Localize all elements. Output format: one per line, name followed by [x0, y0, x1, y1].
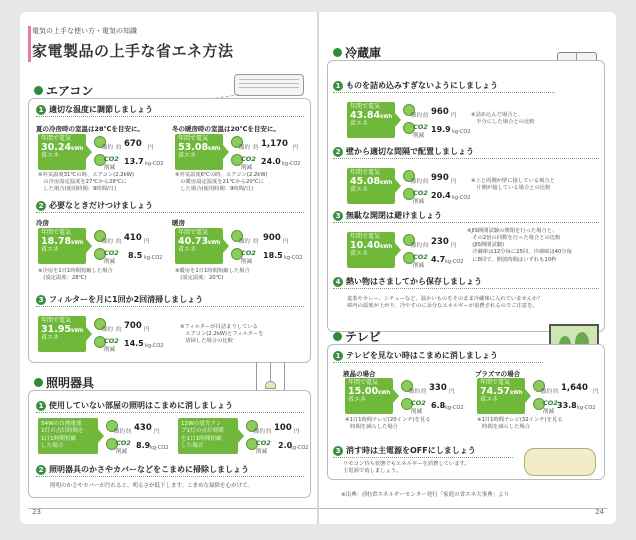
fridge-tip3-kwh: 年間で電気 10.40kWh 省エネ — [347, 232, 395, 268]
fridge-tip4-desc: 麦茶やカレー、シチューなど、温かいものをそのまま冷蔵庫に入れていませんか？ 庫内の温度が上がり、冷やすのに余分なエネルギーが消費されるのでご注意を。 — [347, 296, 543, 310]
page-subtitle: 電気の上手な使い方・電気の知識 — [32, 27, 137, 35]
aircon-tip2-heat-kwh: 年間で電気 40.73kWh 省エネ — [175, 228, 223, 264]
lighting-fluorescent-desc: 12Wの蛍光ラン プ1灯の点灯時間 を1日1時間短縮 した場合 — [178, 418, 238, 454]
fridge-tip1-title: 1 ものを詰め込みすぎないようにしましょう — [333, 80, 498, 91]
tv-tip2-desc: リモコン待ち状態でもエネルギーを消費しています。 主電源で消しましょう。 — [343, 461, 470, 475]
aircon-cool-note: ※外気温度31℃の時、エアコン(2.2kW) の冷房設定温度を27℃から28℃に した場合(使用時間：9時間/日) — [38, 172, 134, 193]
tv-plasma-label: プラズマの場合 — [475, 370, 521, 378]
aircon-heat-note: ※外気温度6℃の時、エアコン(2.2kW) の暖房設定温度を21℃から20℃に した場合(使用時間：9時間/日) — [175, 172, 268, 193]
aircon-illustration — [234, 74, 304, 96]
aircon-tip3-title: 3 フィルターを月に1回か2回清掃しましょう — [36, 294, 203, 305]
aircon-heat-co2: 24.0 — [261, 157, 281, 166]
right-page: 冷蔵庫 1 ものを詰め込みすぎないようにしましょう 年間で電気 43.84kWh 省エネ 節約 約 960 円 CO2 削減 19.9 kg-CO2 ※詰め込んだ場合と、 半分にした場合との比較 2 壁から適切な間隔で配置しましょう 年間で電気 45.08kWh 省エネ 節約 約 990 円 CO2 削減 20.4 kg-CO2 ※上と両側が壁に接している場合と 片側が接している場合との比較 3 無駄な開閉は避けましょう 年間で電気 10.40kWh 省エネ 節約 約 230 円 CO2 削減 4.7 kg-CO2 ※JIS開閉試験の開閉を行った場合と、 その2倍の回数を行った場合との比較 (JIS開閉試験) 冷蔵庫は12分毎に25回、冷凍庫は40分毎 に8回で、開放時間はいずれも10秒 4 熱い物はさましてから保存しましょう 麦茶やカレー、シチューなど、温かいものをそのまま冷蔵庫に入れていませんか？ 庫内の温度が上がり、冷やすのに余分なエネルギーが消費されるのでご注意を。 テレビ 1 テレビを見ない時はこまめに消しましょう 液晶の場合 年間で電気 15.00kWh 省エネ 節約 約 330 円 CO2 削減 6.8 kg-CO2 ※1日1時間テレビ(20インチ)を見る 時間を減らした場合 プラズマの場合 年間で電気 74.57kWh 省エネ 節約 約 1,640 円 CO2 削減 33.8 kg-CO2 ※1日1時間テレビ(32インチ)を見る 時間を減らした場合 3 消す時は主電源をOFFにしましょう リモコン待ち状態でもエネルギーを消費しています。 主電源で消しましょう。 ※出典：(財)省エネルギーセンター発行「家庭の省エネ大事典」より 24 — [319, 12, 616, 524]
tv-plasma-kwh: 年間で電気 74.57kWh 省エネ — [477, 378, 525, 414]
aircon-cool-yen: 670 — [124, 139, 142, 149]
fridge-tip2-title: 2 壁から適切な間隔で配置しましょう — [333, 146, 474, 157]
aircon-heat-kwh: 年間で電気 53.08kWh 省エネ — [175, 134, 223, 170]
tv-tip2-title: 3 消す時は主電源をOFFにしましょう — [333, 445, 476, 456]
aircon-tip3-kwh: 年間で電気 31.95kWh 省エネ — [38, 316, 86, 352]
source-note: ※出典：(財)省エネルギーセンター発行「家庭の省エネ大事典」より — [341, 492, 510, 498]
aircon-heat-label: 冬の暖房時の室温は20℃を目安に。 — [172, 125, 280, 133]
aircon-cool-co2: 13.7 — [124, 157, 144, 166]
lighting-incandescent-desc: 54Wの白熱電球 1灯の点灯時間を 1日1時間短縮 した場合 — [38, 418, 98, 454]
fridge-heading: 冷蔵庫 — [333, 44, 381, 61]
lighting-tip2-desc: 照明のかさやカバーが汚れると、明るさが低下します。こまめな掃除を心がけて。 — [50, 483, 253, 489]
lighting-tip2-title: 2 照明器具のかさやカバーなどをこまめに掃除しましょう — [36, 464, 249, 475]
tv-lcd-label: 液晶の場合 — [343, 370, 376, 378]
page-number-left: 23 — [32, 508, 41, 516]
aircon-heading: エアコン — [34, 82, 93, 99]
aircon-tip2-cool-kwh: 年間で電気 18.78kWh 省エネ — [38, 228, 86, 264]
fridge-tip3-title: 3 無駄な開閉は避けましょう — [333, 210, 442, 221]
page-number-right: 24 — [595, 508, 604, 516]
aircon-tip2-title: 2 必要なときだけつけましょう — [36, 200, 153, 211]
aircon-heat-yen: 1,170 — [261, 139, 288, 149]
aircon-tip2-heat-label: 暖房 — [172, 219, 185, 227]
lighting-tip1-title: 1 使用していない部屋の照明はこまめに消しましょう — [36, 400, 233, 411]
left-page: 電気の上手な使い方・電気の知識 家電製品の上手な省エネ方法 エアコン 1 適切な温度に調節しましょう 夏の冷房時の室温は28℃を目安に。 年間で電気 30.24kWh 省エネ 節約 約 670 円 CO2 削減 13.7 kg-CO2 ※外気温度31℃の時、エアコン(2.2kW) の冷房設定温度を27℃から28℃に した場合(使用時間：9時間/日) 冬の暖房時の室温は20℃を目安に。 年間で電気 53.08kWh 省エネ 節約 約 1,170 円 CO2 削減 24.0 kg-CO2 ※外気温度6℃の時、エアコン(2.2kW) の暖房設定温度を21℃から20℃に した場合(使用時間：9時間/日) 2 必要なときだけつけましょう 冷房 年間で電気 18.78kWh 省エネ 節約 約 410 円 CO2 削減 8.5 kg-CO2 ※冷房を1日1時間短縮した場合 (設定温度：28℃) 暖房 年間で電気 40.73kWh 省エネ 節約 約 900 円 CO2 削減 18.5 kg-CO2 ※暖房を1日1時間短縮した場合 (設定温度：20℃) 3 フィルターを月に1回か2回清掃しましょう 年間で電気 31.95kWh 省エネ 節約 約 700 円 CO2 削減 14.5 kg-CO2 ※フィルターが目詰まりしている エアコン(2.2kW)とフィルターを 清掃した場合の比較 照明器具 1 使用していない部屋の照明はこまめに消しましょう 54Wの白熱電球 1灯の点灯時間を 1日1時間短縮 した場合 節約 約 430 円 CO2 削減 8.9 kg-CO2 12Wの蛍光ラン プ1灯の点灯時間 を1日1時間短縮 した場合 節約 約 100 円 CO2 削減 2.0 kg-CO2 2 照明器具のかさやカバーなどをこまめに掃除しましょう 照明のかさやカバーが汚れると、明るさが低下します。こまめな掃除を心がけて。 23 — [20, 12, 317, 524]
tv-lcd-kwh: 年間で電気 15.00kWh 省エネ — [345, 378, 393, 414]
fridge-tip2-kwh: 年間で電気 45.08kWh 省エネ — [347, 168, 395, 204]
tv-tip1-title: 1 テレビを見ない時はこまめに消しましょう — [333, 350, 498, 361]
sofa-illustration — [524, 448, 596, 476]
page-title: 家電製品の上手な省エネ方法 — [32, 42, 234, 60]
tv-heading: テレビ — [333, 328, 381, 345]
aircon-tip2-cool-label: 冷房 — [36, 219, 49, 227]
fridge-tip4-title: 4 熱い物はさましてから保存しましょう — [333, 276, 482, 287]
aircon-cool-kwh: 年間で電気 30.24kWh 省エネ — [38, 134, 86, 170]
pendant-lamp-icon — [265, 381, 276, 389]
fridge-tip1-kwh: 年間で電気 43.84kWh 省エネ — [347, 102, 395, 138]
lighting-heading: 照明器具 — [34, 374, 94, 391]
title-bar — [28, 26, 31, 62]
aircon-cool-label: 夏の冷房時の室温は28℃を目安に。 — [36, 125, 144, 133]
aircon-tip1-title: 1 適切な温度に調節しましょう — [36, 104, 153, 115]
